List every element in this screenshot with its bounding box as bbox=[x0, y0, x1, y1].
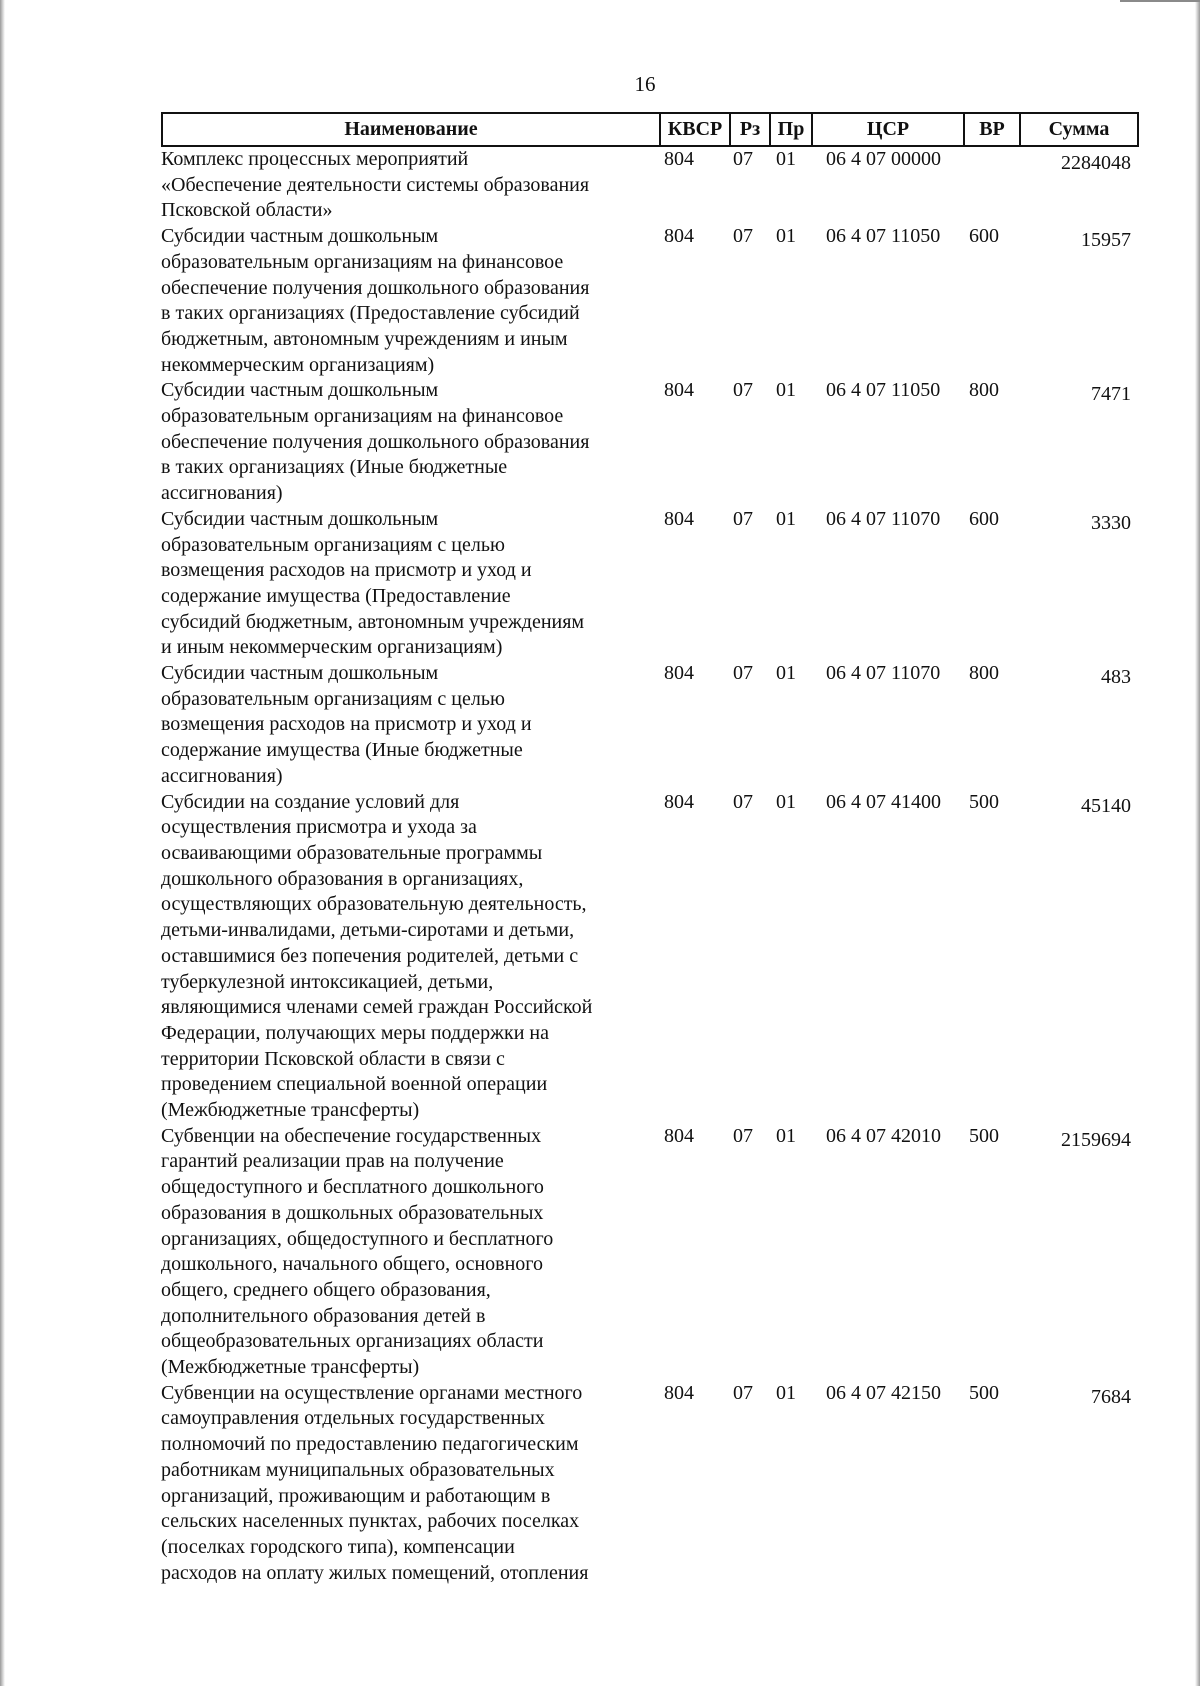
header-rz: Рз bbox=[729, 114, 769, 145]
row-vr: 800 bbox=[969, 379, 999, 402]
table-row bbox=[161, 378, 1139, 507]
row-csr: 06 4 07 11070 bbox=[826, 507, 941, 530]
scan-edge-top bbox=[1120, 0, 1200, 2]
scan-edge-left bbox=[0, 0, 5, 1686]
row-name: Субвенции на осуществление органами местного самоуправления отдельных государственных полномочий по предоставлению педагогическим работникам муниципальных образовательных организаций, проживающим и работающим в сельских населенных пунктах, рабочих поселках (поселках городского типа), компенсации расходов на оплату жилых помещений, отопления bbox=[161, 1381, 589, 1584]
table-header bbox=[161, 112, 1139, 147]
row-name: Субвенции на обеспечение государственных гарантий реализации прав на получение общедоступного и бесплатного дошкольного образования в дошкольных образовательных организациях, общедоступного и бесплатного дошкольного, начального общего, основного общего, среднего общего образования, дополнительного образования детей в общеобразовательных организациях области (Межбюджетные трансферты) bbox=[161, 1124, 554, 1379]
row-vr: 800 bbox=[969, 662, 999, 685]
row-vr: 500 bbox=[969, 1124, 999, 1147]
header-pr: Пр bbox=[769, 114, 811, 145]
row-rz: 07 bbox=[733, 148, 753, 170]
row-csr: 06 4 07 41400 bbox=[826, 790, 941, 813]
row-csr: 06 4 07 42010 bbox=[826, 1124, 941, 1147]
budget-table bbox=[161, 112, 1139, 1586]
row-csr: 06 4 07 42150 bbox=[826, 1381, 941, 1404]
row-vr: 600 bbox=[969, 225, 999, 248]
row-sum: 483 bbox=[1101, 666, 1131, 689]
row-kvsr: 804 bbox=[664, 148, 694, 170]
row-kvsr: 804 bbox=[664, 790, 694, 813]
row-name: Субсидии частным дошкольным образовательным организациям на финансовое обеспечение получения дошкольного образования в таких организациях (Предоставление субсидий бюджетным, автономным учреждениям и иным некоммерческим организациям) bbox=[161, 225, 590, 376]
header-kvsr: КВСР bbox=[659, 114, 729, 145]
row-rz: 07 bbox=[733, 1124, 753, 1147]
row-pr: 01 bbox=[776, 1124, 796, 1147]
row-pr: 01 bbox=[776, 379, 796, 402]
table-row bbox=[161, 147, 1139, 224]
row-sum: 45140 bbox=[1081, 794, 1131, 817]
row-vr: 600 bbox=[969, 507, 999, 530]
row-csr: 06 4 07 11050 bbox=[826, 379, 941, 402]
row-name: Комплекс процессных мероприятий «Обеспечение деятельности системы образования Псковской области» bbox=[161, 148, 590, 222]
row-kvsr: 804 bbox=[664, 662, 694, 685]
table-row bbox=[161, 661, 1139, 790]
table-row bbox=[161, 507, 1139, 661]
row-rz: 07 bbox=[733, 225, 753, 248]
row-pr: 01 bbox=[776, 1381, 796, 1404]
row-sum: 15957 bbox=[1081, 229, 1131, 252]
table-row bbox=[161, 790, 1139, 1124]
row-pr: 01 bbox=[776, 148, 796, 170]
row-sum: 2159694 bbox=[1061, 1128, 1131, 1151]
table-row bbox=[161, 1124, 1139, 1381]
row-name: Субсидии частным дошкольным образовательным организациям на финансовое обеспечение получения дошкольного образования в таких организациях (Иные бюджетные ассигнования) bbox=[161, 379, 590, 505]
row-csr: 06 4 07 11070 bbox=[826, 662, 941, 685]
table-row bbox=[161, 1381, 1139, 1587]
row-rz: 07 bbox=[733, 379, 753, 402]
scan-edge-right bbox=[1195, 0, 1200, 1686]
row-name: Субсидии на создание условий для осуществления присмотра и ухода за осваивающими образовательные программы дошкольного образования в организациях, осуществляющих образовательную деятельность, детьми-инвалидами, детьми-сиротами и детьми, оставшимися без попечения родителей, детьми с туберкулезной интоксикацией, детьми, являющимися членами семей граждан Российской Федерации, получающих меры поддержки на территории Псковской области в связи с проведением специальной военной операции (Межбюджетные трансферты) bbox=[161, 790, 593, 1122]
row-pr: 01 bbox=[776, 507, 796, 530]
header-csr: ЦСР bbox=[811, 114, 963, 145]
row-rz: 07 bbox=[733, 662, 753, 685]
header-vr: ВР bbox=[963, 114, 1019, 145]
row-sum: 7684 bbox=[1091, 1385, 1131, 1408]
row-sum: 7471 bbox=[1091, 383, 1131, 406]
row-rz: 07 bbox=[733, 1381, 753, 1404]
row-sum: 2284048 bbox=[1061, 152, 1131, 174]
row-sum: 3330 bbox=[1091, 511, 1131, 534]
row-kvsr: 804 bbox=[664, 1124, 694, 1147]
row-vr: 500 bbox=[969, 1381, 999, 1404]
row-name: Субсидии частным дошкольным образовательным организациям с целью возмещения расходов на присмотр и уход и содержание имущества (Предоставление субсидий бюджетным, автономным учреждениям и иным некоммерческим организациям) bbox=[161, 507, 585, 659]
row-kvsr: 804 bbox=[664, 225, 694, 248]
row-vr: 500 bbox=[969, 790, 999, 813]
row-pr: 01 bbox=[776, 225, 796, 248]
row-rz: 07 bbox=[733, 507, 753, 530]
row-pr: 01 bbox=[776, 662, 796, 685]
page-number: 16 bbox=[634, 72, 656, 96]
table-row bbox=[161, 224, 1139, 378]
header-sum: Сумма bbox=[1019, 114, 1137, 145]
row-pr: 01 bbox=[776, 790, 796, 813]
row-csr: 06 4 07 11050 bbox=[826, 225, 941, 248]
row-kvsr: 804 bbox=[664, 507, 694, 530]
header-name: Наименование bbox=[344, 118, 478, 140]
row-kvsr: 804 bbox=[664, 379, 694, 402]
row-rz: 07 bbox=[733, 790, 753, 813]
row-kvsr: 804 bbox=[664, 1381, 694, 1404]
row-csr: 06 4 07 00000 bbox=[826, 148, 941, 170]
row-name: Субсидии частным дошкольным образовательным организациям с целью возмещения расходов на присмотр и уход и содержание имущества (Иные бюджетные ассигнования) bbox=[161, 662, 532, 787]
